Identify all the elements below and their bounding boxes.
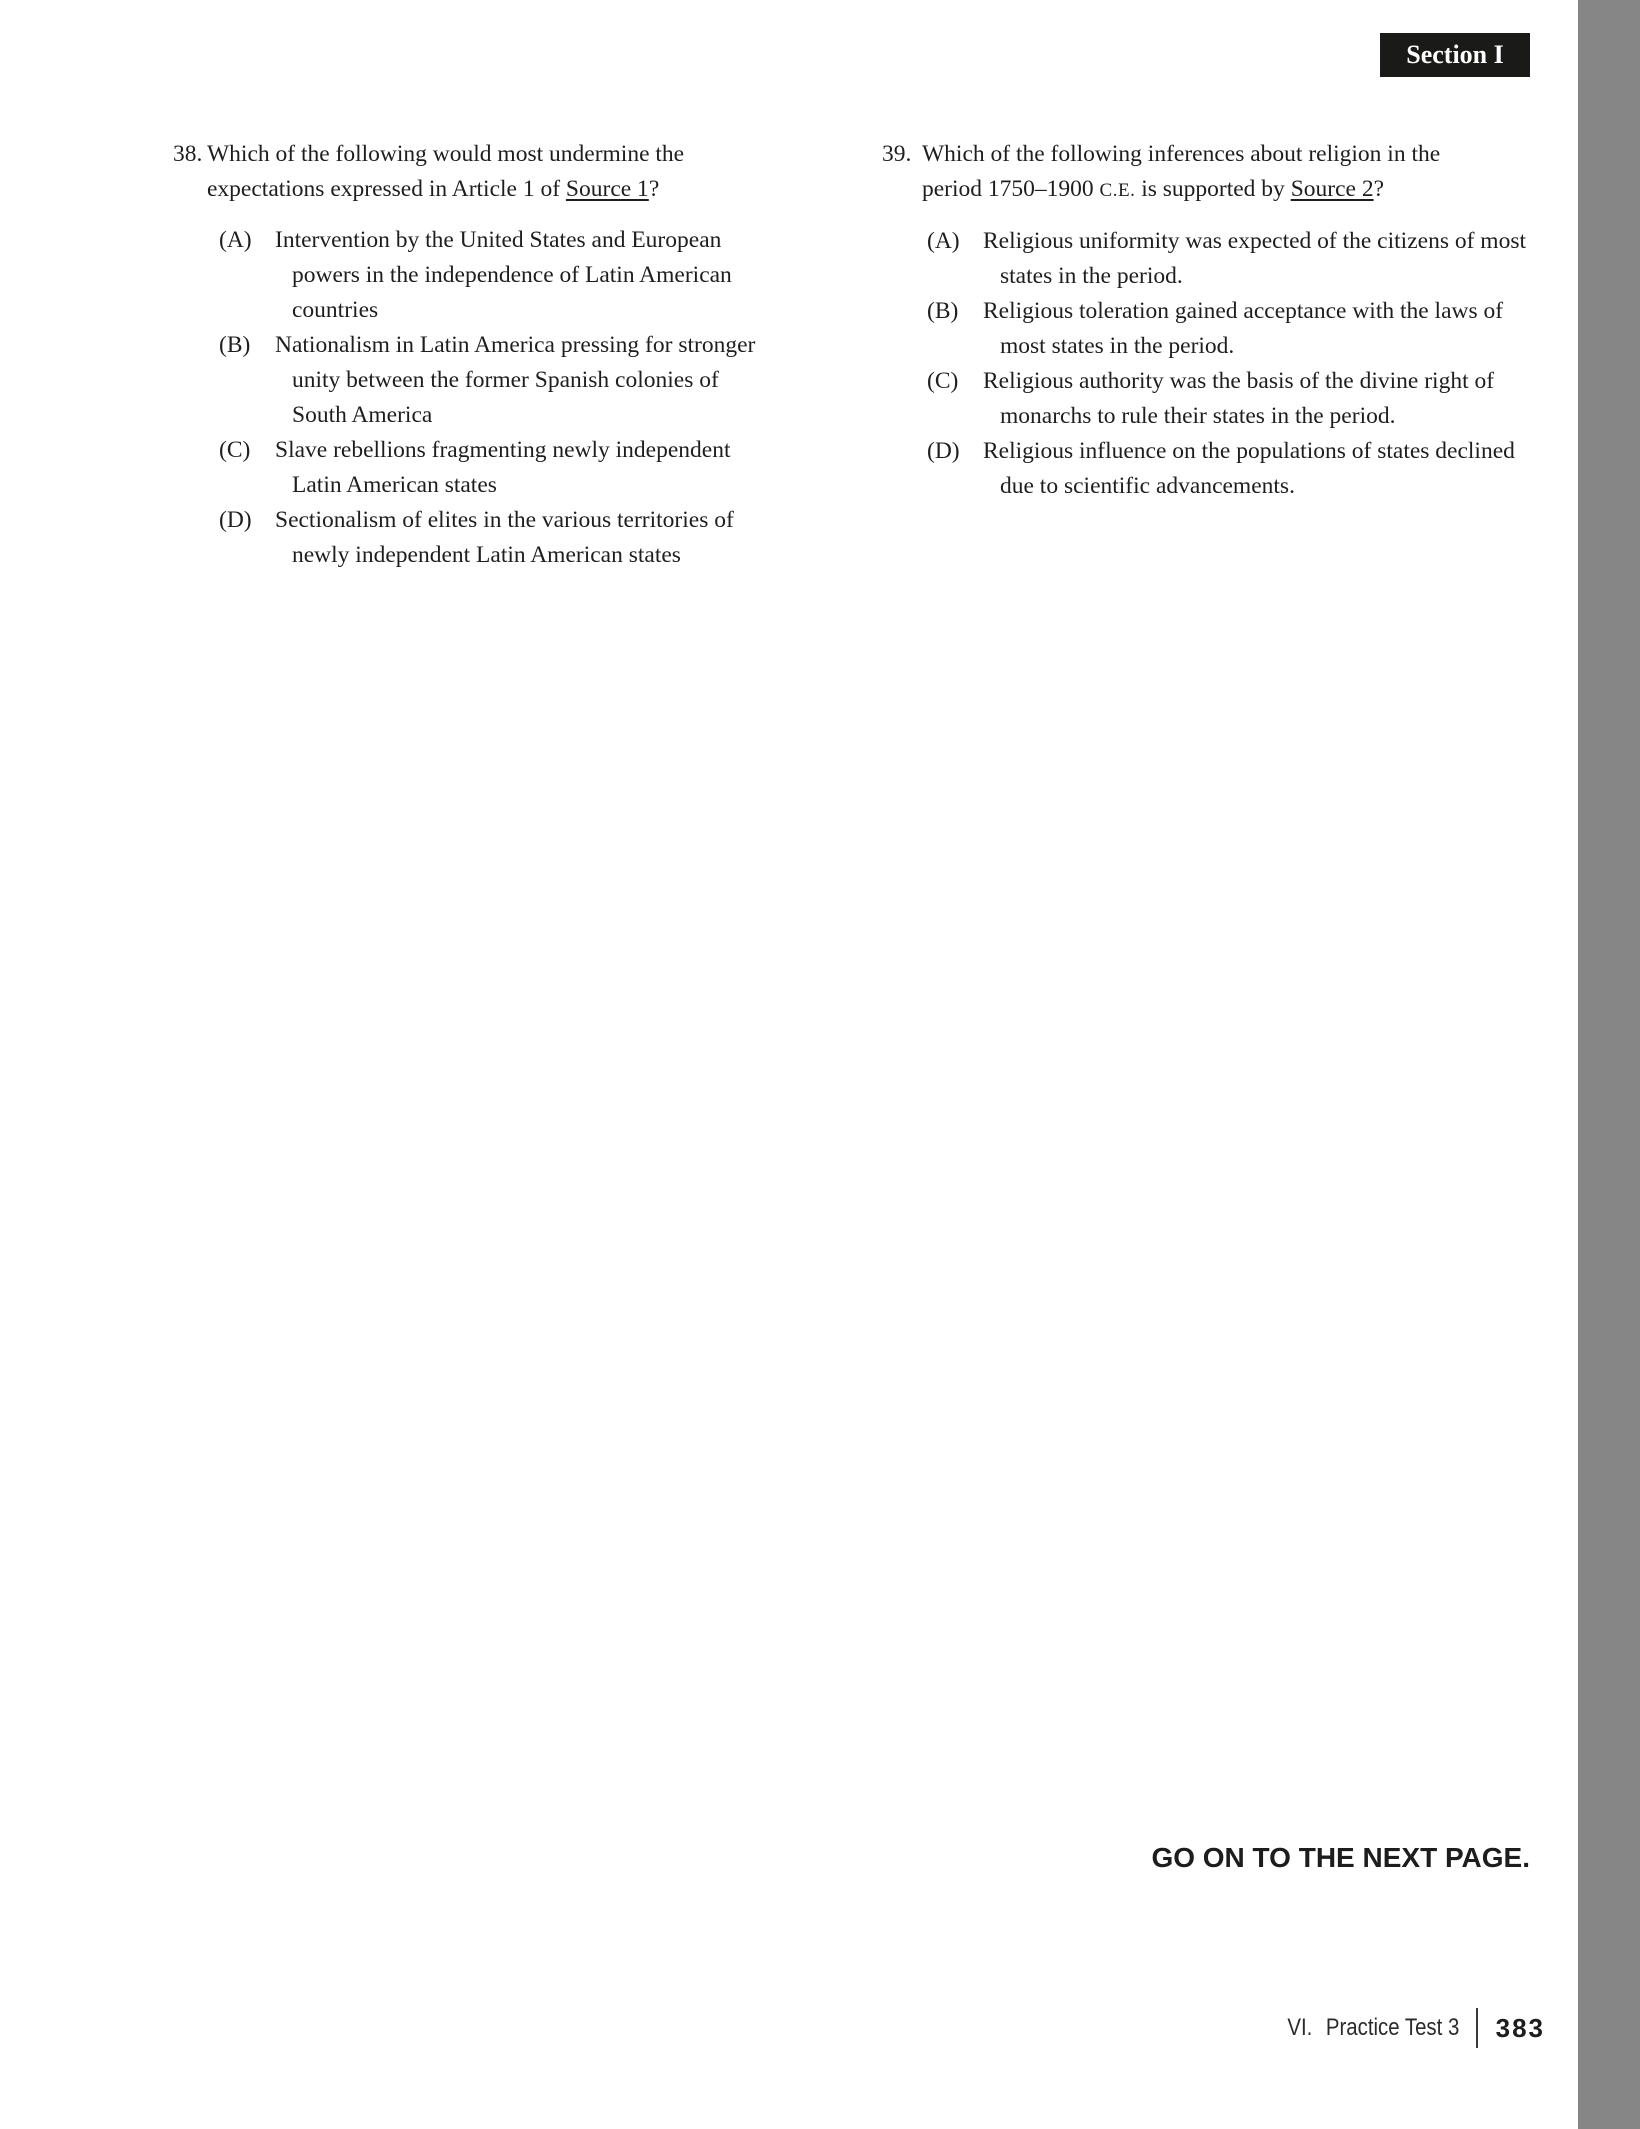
choice-39-c-text: Religious authority was the basis of the divine right of monarchs to rule their states in the period. [983, 368, 1495, 429]
choice-38-c [219, 433, 773, 503]
choice-39-d-text: Religious influence on the populations of states declined due to scientific advancements. [983, 438, 1515, 499]
section-badge [1380, 33, 1530, 77]
section-badge-label: Section I [1406, 40, 1504, 69]
choice-39-a-label: (A) [927, 228, 960, 254]
question-39-text [922, 137, 1497, 208]
page-number: 383 [1495, 2012, 1545, 2043]
choice-38-d-label: (D) [219, 507, 252, 533]
choice-38-b [219, 328, 773, 433]
page-footer [1257, 2006, 1545, 2050]
question-39-text-end: ? [1373, 176, 1385, 202]
choice-38-c-label: (C) [219, 437, 251, 463]
choice-38-b-label: (B) [219, 332, 251, 358]
question-39-block [882, 137, 1547, 504]
choice-39-b-label: (B) [927, 298, 959, 324]
question-39-text-mid: is supported by [1135, 176, 1291, 202]
era-smallcaps: C.E. [1099, 180, 1136, 201]
go-on-instruction: GO ON TO THE NEXT PAGE. [1151, 1842, 1530, 1873]
choice-39-b-text: Religious toleration gained acceptance with the laws of most states in the period. [983, 298, 1504, 359]
footer-section-title: Practice Test 3 [1326, 2014, 1460, 2041]
footer-chapter-numeral: VI. [1287, 2014, 1313, 2041]
question-38-text [207, 137, 752, 207]
page-edge-bar [1578, 0, 1640, 2129]
question-38-choices [219, 223, 773, 573]
footer-divider [1476, 2008, 1478, 2048]
footer-running-title [1288, 2014, 1460, 2042]
choice-38-a [219, 223, 773, 328]
source-2-reference[interactable]: Source 2 [1290, 176, 1374, 202]
question-39-text-part: Which of the following inferences about religion in the period 1750–1900 [922, 141, 1441, 202]
choice-38-c-text: Slave rebellions fragmenting newly independent Latin American states [275, 437, 731, 498]
question-39-number: 39. [882, 141, 912, 167]
choice-39-c [927, 364, 1547, 434]
question-38-block [173, 137, 773, 573]
question-38-text-end: ? [648, 176, 660, 202]
choice-38-b-text: Nationalism in Latin America pressing for stronger unity between the former Spanish colonies of South America [275, 332, 756, 428]
choice-38-a-text: Intervention by the United States and European powers in the independence of Latin American countries [275, 227, 732, 323]
choice-38-a-label: (A) [219, 227, 252, 253]
choice-39-d-label: (D) [927, 438, 960, 464]
choice-38-d [219, 503, 773, 573]
choice-39-d [927, 434, 1547, 504]
question-38-number: 38. [173, 141, 203, 167]
choice-39-c-label: (C) [927, 368, 959, 394]
question-39-stem [882, 137, 1547, 208]
choice-39-a [927, 224, 1547, 294]
choice-38-d-text: Sectionalism of elites in the various territories of newly independent Latin American states [275, 507, 734, 568]
question-38-text-part: Which of the following would most undermine the expectations expressed in Article 1 of [207, 141, 685, 202]
choice-39-b [927, 294, 1547, 364]
source-1-reference[interactable]: Source 1 [565, 176, 649, 202]
question-38-stem [173, 137, 773, 207]
choice-39-a-text: Religious uniformity was expected of the citizens of most states in the period. [983, 228, 1526, 289]
question-39-choices [927, 224, 1547, 504]
